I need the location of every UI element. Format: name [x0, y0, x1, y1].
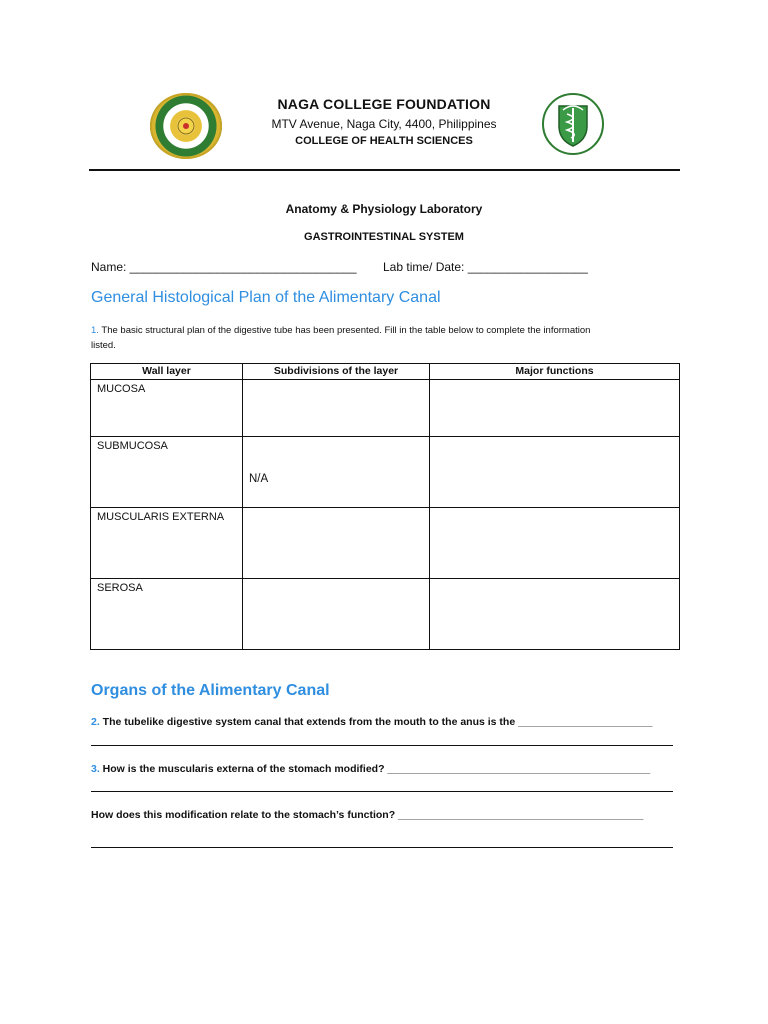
answer-line[interactable] — [91, 791, 673, 792]
table-header-row — [91, 364, 680, 380]
question-3-text: How is the muscularis externa of the stomach modified? _____________________________________________ — [99, 763, 651, 775]
question-1-text: The basic structural plan of the digestive tube has been presented. Fill in the table below to complete the information listed. — [91, 325, 591, 351]
wall-layer-table — [90, 363, 680, 650]
question-2-text: The tubelike digestive system canal that extends from the mouth to the anus is the _______________________ — [99, 716, 653, 728]
question-3[interactable] — [91, 763, 650, 775]
wall-layer-cell: SEROSA — [91, 579, 243, 650]
name-field[interactable]: Name: __________________________________ — [91, 260, 357, 274]
functions-cell[interactable] — [430, 579, 680, 650]
lab-title: Anatomy & Physiology Laboratory — [285, 202, 483, 216]
subdivision-text: N/A — [249, 473, 269, 485]
column-header-wall-layer: Wall layer — [91, 364, 243, 380]
question-1 — [91, 323, 611, 353]
answer-line[interactable] — [91, 745, 673, 746]
system-title: GASTROINTESTINAL SYSTEM — [304, 231, 464, 243]
answer-line[interactable] — [91, 847, 673, 848]
question-3b-text: How does this modification relate to the stomach’s function? __________________________________________ — [91, 809, 644, 821]
subdivision-cell[interactable] — [243, 508, 430, 579]
wall-layer-cell: MUCOSA — [91, 380, 243, 437]
institution-title: NAGA COLLEGE FOUNDATION — [277, 96, 491, 112]
subdivision-cell[interactable] — [243, 380, 430, 437]
wall-layer-cell: MUSCULARIS EXTERNA — [91, 508, 243, 579]
college-name: COLLEGE OF HEALTH SCIENCES — [295, 135, 473, 147]
lab-date-field[interactable]: Lab time/ Date: __________________ — [383, 260, 588, 274]
subdivision-cell[interactable] — [243, 437, 430, 508]
column-header-subdivisions: Subdivisions of the layer — [243, 364, 430, 380]
functions-cell[interactable] — [430, 437, 680, 508]
header-divider — [89, 169, 680, 171]
table-row — [91, 579, 680, 650]
table-row — [91, 437, 680, 508]
question-3b[interactable] — [91, 809, 643, 821]
question-2-number: 2. — [91, 716, 100, 728]
wall-layer-cell: SUBMUCOSA — [91, 437, 243, 508]
question-1-number: 1. — [91, 325, 99, 336]
functions-cell[interactable] — [430, 380, 680, 437]
section-heading-histology: General Histological Plan of the Alimentary Canal — [91, 289, 441, 306]
column-header-major-functions: Major functions — [430, 364, 680, 380]
question-3-number: 3. — [91, 763, 100, 775]
section-heading-organs: Organs of the Alimentary Canal — [91, 682, 330, 699]
table-row — [91, 508, 680, 579]
question-2[interactable] — [91, 716, 652, 728]
subdivision-cell[interactable] — [243, 579, 430, 650]
table-row — [91, 380, 680, 437]
institution-address: MTV Avenue, Naga City, 4400, Philippines — [271, 117, 497, 131]
functions-cell[interactable] — [430, 508, 680, 579]
